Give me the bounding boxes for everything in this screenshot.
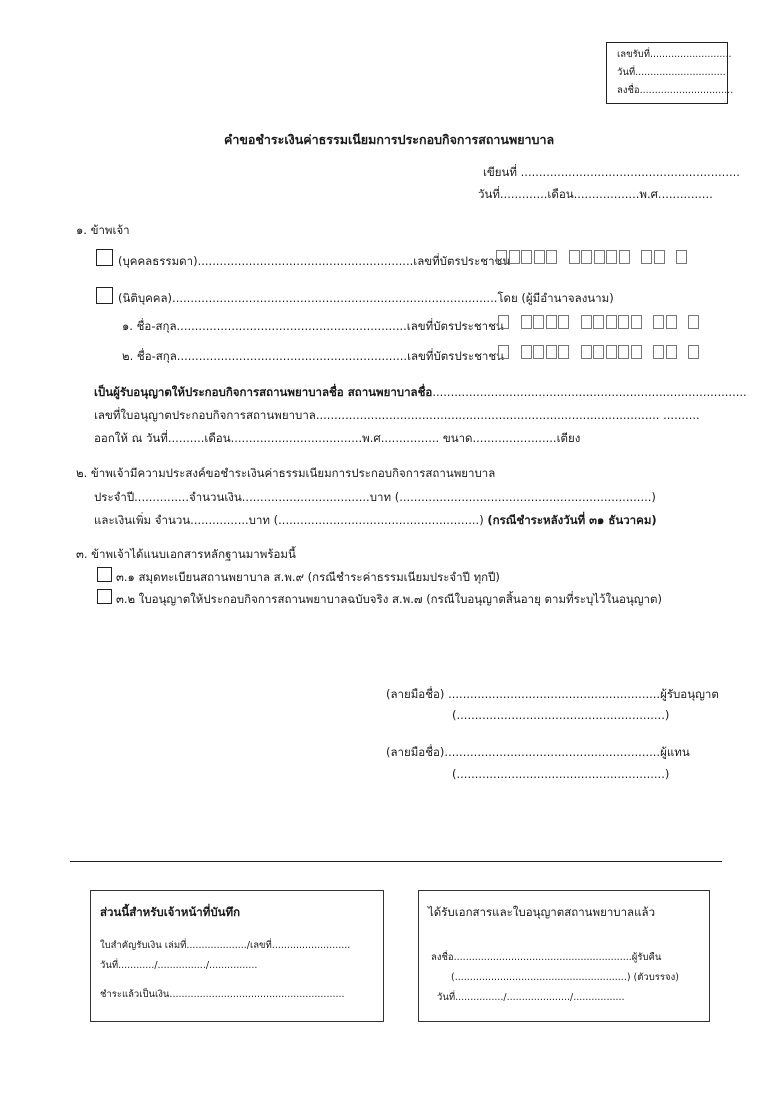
licensee-signature-line: (ลายมือชื่อ) ..........................................................ผู้รับอนุญาต bbox=[386, 687, 719, 701]
amount-paid-line: ชำระแล้วเป็นเงิน.......................................................... bbox=[100, 989, 345, 1000]
issued-date-line: ออกให้ ณ วันที่..........เดือน....................................พ.ศ................ ขนาด.......................เตียง bbox=[94, 431, 581, 445]
receipt-book-line: ใบสำคัญรับเงิน เล่มที่..................../เลขที่.......................... bbox=[100, 940, 351, 951]
page-title: คำขอชำระเงินค่าธรรมเนียมการประกอบกิจการสถานพยาบาล bbox=[224, 132, 555, 147]
officer-panel bbox=[90, 890, 384, 1022]
signer1-label: ๑. ชื่อ-สกุล...............................................................เลขที่บัตรประชาชน bbox=[122, 319, 504, 333]
section3-heading: ๓. ข้าพเจ้าได้แนบเอกสารหลักฐานมาพร้อมนี้ bbox=[76, 547, 296, 561]
receipt-signature-line: ลงชื่อ............................... bbox=[617, 85, 734, 96]
late-payment-note: (กรณีชำระหลังวันที่ ๓๑ ธันวาคม) bbox=[487, 513, 657, 527]
licensee-bold-text: เป็นผู้รับอนุญาตให้ประกอบกิจการสถานพยาบาลชื่อ สถานพยาบาลชื่อ bbox=[94, 385, 433, 399]
id-card-boxes-signer2[interactable] bbox=[498, 345, 701, 359]
natural-person-checkbox[interactable] bbox=[96, 249, 113, 266]
attachment2-label: ๓.๒ ใบอนุญาตให้ประกอบกิจการสถานพยาบาลฉบับจริง ส.พ.๗ (กรณีใบอนุญาตสิ้นอายุ ตามที่ระบุไว้ในอนุญาต) bbox=[116, 592, 662, 606]
section2-heading: ๒. ข้าพเจ้ามีความประสงค์ขอชำระเงินค่าธรรมเนียมการประกอบกิจการสถานพยาบาล bbox=[76, 466, 496, 480]
officer-date-line: วันที่............/................/................ bbox=[100, 960, 258, 971]
document-date-line: วันที่.............เดือน..................พ.ศ............... bbox=[478, 187, 713, 201]
receipt-box bbox=[606, 42, 734, 104]
returnee-name-line: (.........................................................) (ตัวบรรจง) bbox=[451, 972, 679, 983]
license-number-line: เลขที่ใบอนุญาตประกอบกิจการสถานพยาบาล.............................................................................................. .......... bbox=[94, 408, 700, 422]
section1-heading: ๑. ข้าพเจ้า bbox=[76, 223, 130, 237]
id-card-boxes-signer1[interactable] bbox=[498, 315, 701, 329]
surcharge-line bbox=[94, 512, 657, 530]
id-card-boxes-person[interactable] bbox=[496, 250, 689, 264]
return-date-line: วันที่................/...................../................. bbox=[437, 992, 625, 1003]
signer2-label: ๒. ชื่อ-สกุล...............................................................เลขที่บัตรประชาชน bbox=[122, 349, 505, 363]
return-panel bbox=[418, 890, 710, 1022]
written-at-line: เขียนที่ ............................................................ bbox=[483, 165, 740, 179]
return-panel-title: ได้รับเอกสารและใบอนุญาตสถานพยาบาลแล้ว bbox=[428, 905, 656, 919]
annual-fee-line: ประจำปี...............จำนวนเงิน...................................บาท (.....................................................................) bbox=[94, 490, 656, 504]
natural-person-label: (บุคคลธรรมดา)...........................................................เลขที่บัตรประชาชน bbox=[118, 254, 511, 268]
licensee-line bbox=[94, 384, 747, 402]
juristic-person-label: (นิติบุคคล).........................................................................................โดย (ผู้มีอำนาจลงนาม) bbox=[118, 291, 614, 305]
officer-panel-title: ส่วนนี้สำหรับเจ้าหน้าที่บันทึก bbox=[100, 905, 241, 919]
surcharge-text: และเงินเพิ่ม จำนวน................บาท (.......................................................) bbox=[94, 513, 484, 527]
attachment1-label: ๓.๑ สมุดทะเบียนสถานพยาบาล ส.พ.๙ (กรณีชำระค่าธรรมเนียมประจำปี ทุกปี) bbox=[116, 570, 500, 584]
receipt-date-line: วันที่.............................. bbox=[617, 67, 726, 78]
representative-name-line: (.........................................................) bbox=[452, 767, 670, 781]
attachment1-checkbox[interactable] bbox=[97, 567, 112, 582]
licensee-name-line: (.........................................................) bbox=[452, 708, 670, 722]
juristic-person-checkbox[interactable] bbox=[96, 287, 113, 304]
representative-signature-line: (ลายมือชื่อ)...........................................................ผู้แทน bbox=[386, 745, 690, 759]
attachment2-checkbox[interactable] bbox=[97, 589, 112, 604]
licensee-dots: ...................................................................................... bbox=[432, 385, 747, 399]
section-divider bbox=[70, 861, 722, 862]
receipt-number-line: เลขรับที่........................... bbox=[617, 49, 732, 60]
returnee-signature-line: ลงชื่อ...........................................................ผู้รับคืน bbox=[431, 952, 662, 963]
